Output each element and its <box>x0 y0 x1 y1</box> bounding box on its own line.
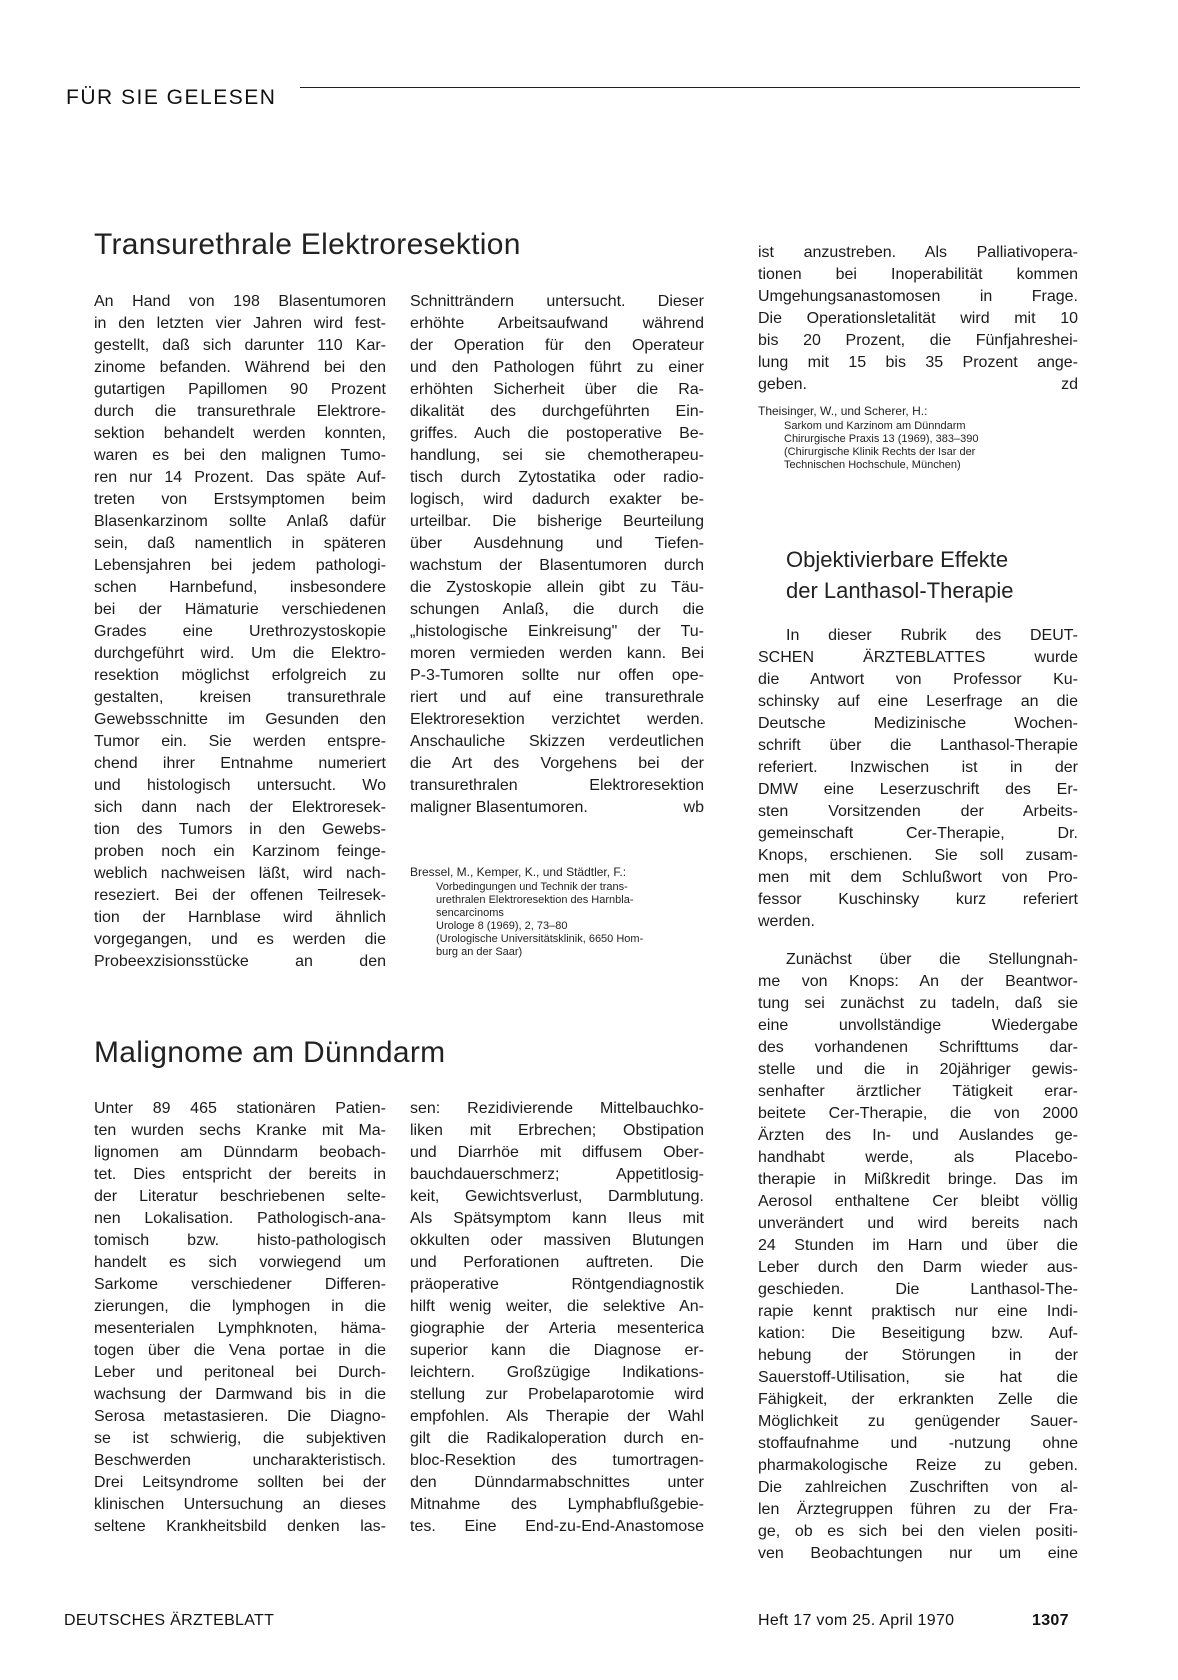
text-line: durch die transurethrale Elektrore- <box>94 403 386 420</box>
text-line: Knops, erschienen. Sie soll zusam- <box>758 847 1078 864</box>
text-line: wachstum der Blasentumoren durch <box>410 557 704 574</box>
text-line: durchgeführt wird. Um die Elektro- <box>94 645 386 662</box>
reference-line: Vorbedingungen und Technik der trans- <box>436 881 628 893</box>
text-line: stoffaufnahme und -nutzung ohne <box>758 1435 1078 1452</box>
text-line: Serosa metastasieren. Die Diagno- <box>94 1408 386 1425</box>
text-line: waren es bei den malignen Tumo- <box>94 447 386 464</box>
text-line: len Ärztegruppen führen zu der Fra- <box>758 1501 1078 1518</box>
text-line: schen Harnbefund, insbesondere <box>94 579 386 596</box>
text-line: urteilbar. Die bisherige Beurteilung <box>410 513 704 530</box>
text-line: moren vermieden werden kann. Bei <box>410 645 704 662</box>
text-line: wachsung der Darmwand bis in die <box>94 1386 386 1403</box>
text-line: nen Lokalisation. Pathologisch-ana- <box>94 1210 386 1227</box>
text-line: tomisch bzw. histo-pathologisch <box>94 1232 386 1249</box>
text-line: stelle und die in 20jähriger gewis- <box>758 1061 1078 1078</box>
text-line: den Dünndarmabschnittes unter <box>410 1474 704 1491</box>
text-line: Leber durch den Darm wieder aus- <box>758 1259 1078 1276</box>
text-line: vorgegangen, und es werden die <box>94 931 386 948</box>
text-line: gilt die Radikaloperation durch en- <box>410 1430 704 1447</box>
text-line: Blasenkarzinom sollte Anlaß dafür <box>94 513 386 530</box>
text-line: geschieden. Die Lanthasol-The- <box>758 1281 1078 1298</box>
text-line: tion der Harnblase wird ähnlich <box>94 909 386 926</box>
text-line: bloc-Resektion des tumortragen- <box>410 1452 704 1469</box>
text-line: empfohlen. Als Therapie der Wahl <box>410 1408 704 1425</box>
reference-line: Urologe 8 (1969), 2, 73–80 <box>436 920 568 932</box>
text-line: Die zahlreichen Zuschriften von al- <box>758 1479 1078 1496</box>
text-line: schinsky auf eine Leserfrage an die <box>758 693 1078 710</box>
text-line: lung mit 15 bis 35 Prozent ange- <box>758 354 1078 371</box>
text-line <box>410 797 704 819</box>
text-line: und den Pathologen führt zu einer <box>410 359 704 376</box>
text-line: tion des Tumors in den Gewebs- <box>94 821 386 838</box>
text-line: Unter 89 465 stationären Patien- <box>94 1100 386 1117</box>
text-line: sektion behandelt werden konnten, <box>94 425 386 442</box>
text-line: über Ausdehnung und Tiefen- <box>410 535 704 552</box>
text-line: men mit dem Schlußwort von Pro- <box>758 869 1078 886</box>
text-line: togen über die Vena portae in die <box>94 1342 386 1359</box>
text-line: Aerosol enthaltene Cer bleibt völlig <box>758 1193 1078 1210</box>
text-line: gemeinschaft Cer-Therapie, Dr. <box>758 825 1078 842</box>
text-line: liken mit Erbrechen; Obstipation <box>410 1122 704 1139</box>
text-line: se ist schwierig, die subjektiven <box>94 1430 386 1447</box>
text-line: giographie der Arteria mesenterica <box>410 1320 704 1337</box>
text-line: Mitnahme des Lymphabflußgebie- <box>410 1496 704 1513</box>
text-line: weblich nachweisen läßt, wird nach- <box>94 865 386 882</box>
article2-column-2 <box>410 1098 704 1538</box>
section-label: FÜR SIE GELESEN <box>66 86 277 109</box>
text-line: stellung zur Probelaparotomie wird <box>410 1386 704 1403</box>
text-line-content: maligner Blasentumoren. <box>410 799 588 816</box>
text-line: fessor Kuschinsky kurz referiert <box>758 891 1078 908</box>
text-line: tes. Eine End-zu-End-Anastomose <box>410 1518 704 1535</box>
text-line: ge, ob es sich bei den vielen positi- <box>758 1523 1078 1540</box>
text-line: In dieser Rubrik des DEUT- <box>786 627 1078 644</box>
text-line: transurethralen Elektroresektion <box>410 777 704 794</box>
article1-column-1 <box>94 291 386 973</box>
text-line: proben noch ein Karzinom feinge- <box>94 843 386 860</box>
author-signature: zd <box>1061 376 1078 393</box>
text-line: Fähigkeit, der erkrankten Zelle die <box>758 1391 1078 1408</box>
text-line: zinome befanden. Während bei den <box>94 359 386 376</box>
text-line: der Literatur beschriebenen selte- <box>94 1188 386 1205</box>
text-line: in den letzten vier Jahren wird fest- <box>94 315 386 332</box>
text-line: ren nur 14 Prozent. Das späte Auf- <box>94 469 386 486</box>
page-number-value: 1307 <box>1032 1612 1069 1629</box>
issue-info: Heft 17 vom 25. April 1970 <box>758 1612 955 1629</box>
text-line: erhöhte Arbeitsaufwand während <box>410 315 704 332</box>
text-line: hilft wenig weiter, die selektive An- <box>410 1298 704 1315</box>
text-line: dikalität des durchgeführten Ein- <box>410 403 704 420</box>
text-line: schungen Anlaß, die durch die <box>410 601 704 618</box>
text-line: chend ihrer Entnahme numeriert <box>94 755 386 772</box>
text-line: griffes. Auch die postoperative Be- <box>410 425 704 442</box>
article-title-transurethral: Transurethrale Elektroresektion <box>94 228 521 261</box>
text-line: SCHEN ÄRZTEBLATTES wurde <box>758 649 1078 666</box>
article1-column-2 <box>410 291 704 819</box>
text-line: ven Beobachtungen nur um eine <box>758 1545 1078 1562</box>
text-line: handlung, sei sie chemotherapeu- <box>410 447 704 464</box>
text-line <box>758 374 1078 396</box>
reference-line: sencarcinoms <box>436 907 504 919</box>
article3-paragraph-1 <box>758 625 1078 933</box>
text-line: tisch durch Zytostatika oder radio- <box>410 469 704 486</box>
text-line: zierungen, die lymphogen in die <box>94 1298 386 1315</box>
text-line: senhafter ärztlicher Tätigkeit erar- <box>758 1083 1078 1100</box>
reference-line: Chirurgische Praxis 13 (1969), 383–390 <box>784 433 979 445</box>
text-line: sen: Rezidivierende Mittelbauchko- <box>410 1100 704 1117</box>
text-line: Anschauliche Skizzen verdeutlichen <box>410 733 704 750</box>
text-line: resektion möglichst erfolgreich zu <box>94 667 386 684</box>
text-line: Leber und peritoneal bei Durch- <box>94 1364 386 1381</box>
text-line: treten von Erstsymptomen beim <box>94 491 386 508</box>
text-line: „histologische Einkreisung" der Tu- <box>410 623 704 640</box>
text-line: Probeexzisionsstücke an den <box>94 953 386 970</box>
text-line: Beschwerden uncharakteristisch. <box>94 1452 386 1469</box>
reference-line: Technischen Hochschule, München) <box>784 459 961 471</box>
text-line: reseziert. Bei der offenen Teilresek- <box>94 887 386 904</box>
text-line: sich dann nach der Elektroresek- <box>94 799 386 816</box>
text-line: gestalten, kreisen transurethrale <box>94 689 386 706</box>
reference-authors: Theisinger, W., und Scherer, H.: <box>758 404 928 418</box>
reference-line: (Chirurgische Klinik Rechts der Isar der <box>784 446 976 458</box>
text-line: schrift über die Lanthasol-Therapie <box>758 737 1078 754</box>
text-line: des vorhandenen Schrifttums dar- <box>758 1039 1078 1056</box>
text-line: Grades eine Urethrozystoskopie <box>94 623 386 640</box>
text-line: 24 Stunden im Harn und über die <box>758 1237 1078 1254</box>
text-line: tionen bei Inoperabilität kommen <box>758 266 1078 283</box>
text-line: Elektroresektion verzichtet werden. <box>410 711 704 728</box>
article2-column-3 <box>758 242 1078 396</box>
text-line: okkulten oder massiven Blutungen <box>410 1232 704 1249</box>
article-title-line-1: Objektivierbare Effekte <box>786 547 1009 572</box>
text-line: gestellt, daß sich darunter 110 Kar- <box>94 337 386 354</box>
text-line: und Diarrhöe mit diffusem Ober- <box>410 1144 704 1161</box>
text-line: werden. <box>758 913 815 930</box>
text-line: Ärzten des In- und Auslandes ge- <box>758 1127 1078 1144</box>
text-line: Deutsche Medizinische Wochen- <box>758 715 1078 732</box>
text-line-content: geben. <box>758 376 807 393</box>
text-line: gutartigen Papillomen 90 Prozent <box>94 381 386 398</box>
article-title-lanthasol <box>786 544 1013 606</box>
text-line: Möglichkeit zu genügender Sauer- <box>758 1413 1078 1430</box>
text-line: handhabt werde, als Placebo- <box>758 1149 1078 1166</box>
text-line: An Hand von 198 Blasentumoren <box>94 293 386 310</box>
text-line: sten Vorsitzenden der Arbeits- <box>758 803 1078 820</box>
text-line: superior kann die Diagnose er- <box>410 1342 704 1359</box>
text-line: der Operation für den Operateur <box>410 337 704 354</box>
text-line: die Art des Vorgehens bei der <box>410 755 704 772</box>
reference-authors: Bressel, M., Kemper, K., und Städtler, F.: <box>410 865 627 879</box>
text-line: präoperative Röntgendiagnostik <box>410 1276 704 1293</box>
text-line: referiert. Inzwischen ist in der <box>758 759 1078 776</box>
text-line: sein, daß namentlich in späteren <box>94 535 386 552</box>
text-line: Schnitträndern untersucht. Dieser <box>410 293 704 310</box>
text-line: erhöhten Sicherheit über die Ra- <box>410 381 704 398</box>
article-title-malignome: Malignome am Dünndarm <box>94 1036 446 1069</box>
text-line: bis 20 Prozent, die Fünfjahreshei- <box>758 332 1078 349</box>
text-line: therapie in Mißkredit bringe. Das im <box>758 1171 1078 1188</box>
text-line: mesenterialen Lymphknoten, häma- <box>94 1320 386 1337</box>
reference-line: burg an der Saar) <box>436 946 523 958</box>
text-line: pharmakologische Reize zu geben. <box>758 1457 1078 1474</box>
text-line: Sarkome verschiedener Differen- <box>94 1276 386 1293</box>
text-line: Zunächst über die Stellungnah- <box>786 951 1078 968</box>
text-line: kation: Die Beseitigung bzw. Auf- <box>758 1325 1078 1342</box>
text-line: hebung der Störungen in der <box>758 1347 1078 1364</box>
text-line: Drei Leitsyndrome sollten bei der <box>94 1474 386 1491</box>
section-divider <box>300 87 1080 88</box>
text-line: Die Operationsletalität wird mit 10 <box>758 310 1078 327</box>
text-line: ten wurden sechs Kranke mit Ma- <box>94 1122 386 1139</box>
author-signature: wb <box>683 799 704 816</box>
text-line: Als Spätsymptom kann Ileus mit <box>410 1210 704 1227</box>
article-title-line-2: der Lanthasol-Therapie <box>786 578 1014 603</box>
text-line: logisch, wird dadurch exakter be- <box>410 491 704 508</box>
text-line: lignomen am Dünndarm beobach- <box>94 1144 386 1161</box>
article1-reference <box>410 866 704 959</box>
text-line: Gewebsschnitte im Gesunden den <box>94 711 386 728</box>
text-line: eine unvollständige Wiedergabe <box>758 1017 1078 1034</box>
text-line: riert und auf eine transurethrale <box>410 689 704 706</box>
text-line: me von Knops: An der Beantwor- <box>758 973 1078 990</box>
text-line: bauchdauerschmerz; Appetitlosig- <box>410 1166 704 1183</box>
article3-paragraph-2 <box>758 949 1078 1565</box>
text-line: Sauerstoff-Utilisation, sie hat die <box>758 1369 1078 1386</box>
text-line: und Perforationen auftreten. Die <box>410 1254 704 1271</box>
text-line: DMW eine Leserzuschrift des Er- <box>758 781 1078 798</box>
text-line: die Antwort von Professor Ku- <box>758 671 1078 688</box>
page-number <box>1032 1612 1069 1630</box>
text-line: rapie kennt praktisch nur eine Indi- <box>758 1303 1078 1320</box>
text-line: Lebensjahren bei jedem pathologi- <box>94 557 386 574</box>
reference-line: urethralen Elektroresektion des Harnbla- <box>436 894 634 906</box>
text-line: Umgehungsanastomosen in Frage. <box>758 288 1078 305</box>
reference-line: Sarkom und Karzinom am Dünndarm <box>784 420 966 432</box>
text-line: tung sei zunächst zu tadeln, daß sie <box>758 995 1078 1012</box>
text-line: beitete Cer-Therapie, die von 2000 <box>758 1105 1078 1122</box>
reference-line: (Urologische Universitätsklinik, 6650 Hom- <box>436 933 644 945</box>
text-line: klinischen Untersuchung an dieses <box>94 1496 386 1513</box>
text-line: ist anzustreben. Als Palliativopera- <box>758 244 1078 261</box>
text-line: keit, Gewichtsverlust, Darmblutung. <box>410 1188 704 1205</box>
text-line: leichtern. Großzügige Indikations- <box>410 1364 704 1381</box>
journal-name: DEUTSCHES ÄRZTEBLATT <box>64 1612 275 1629</box>
text-line: und histologisch untersucht. Wo <box>94 777 386 794</box>
text-line: P-3-Tumoren sollte nur offen ope- <box>410 667 704 684</box>
text-line: handelt es sich vorwiegend um <box>94 1254 386 1271</box>
article2-reference <box>758 405 1078 472</box>
text-line: die Zystoskopie allein gibt zu Täu- <box>410 579 704 596</box>
text-line: tet. Dies entspricht der bereits in <box>94 1166 386 1183</box>
text-line: bei der Hämaturie verschiedenen <box>94 601 386 618</box>
text-line: seltene Krankheitsbild denken las- <box>94 1518 386 1535</box>
text-line: Tumor ein. Sie werden entsprе- <box>94 733 386 750</box>
text-line: unverändert und wird bereits nach <box>758 1215 1078 1232</box>
article2-column-1 <box>94 1098 386 1538</box>
